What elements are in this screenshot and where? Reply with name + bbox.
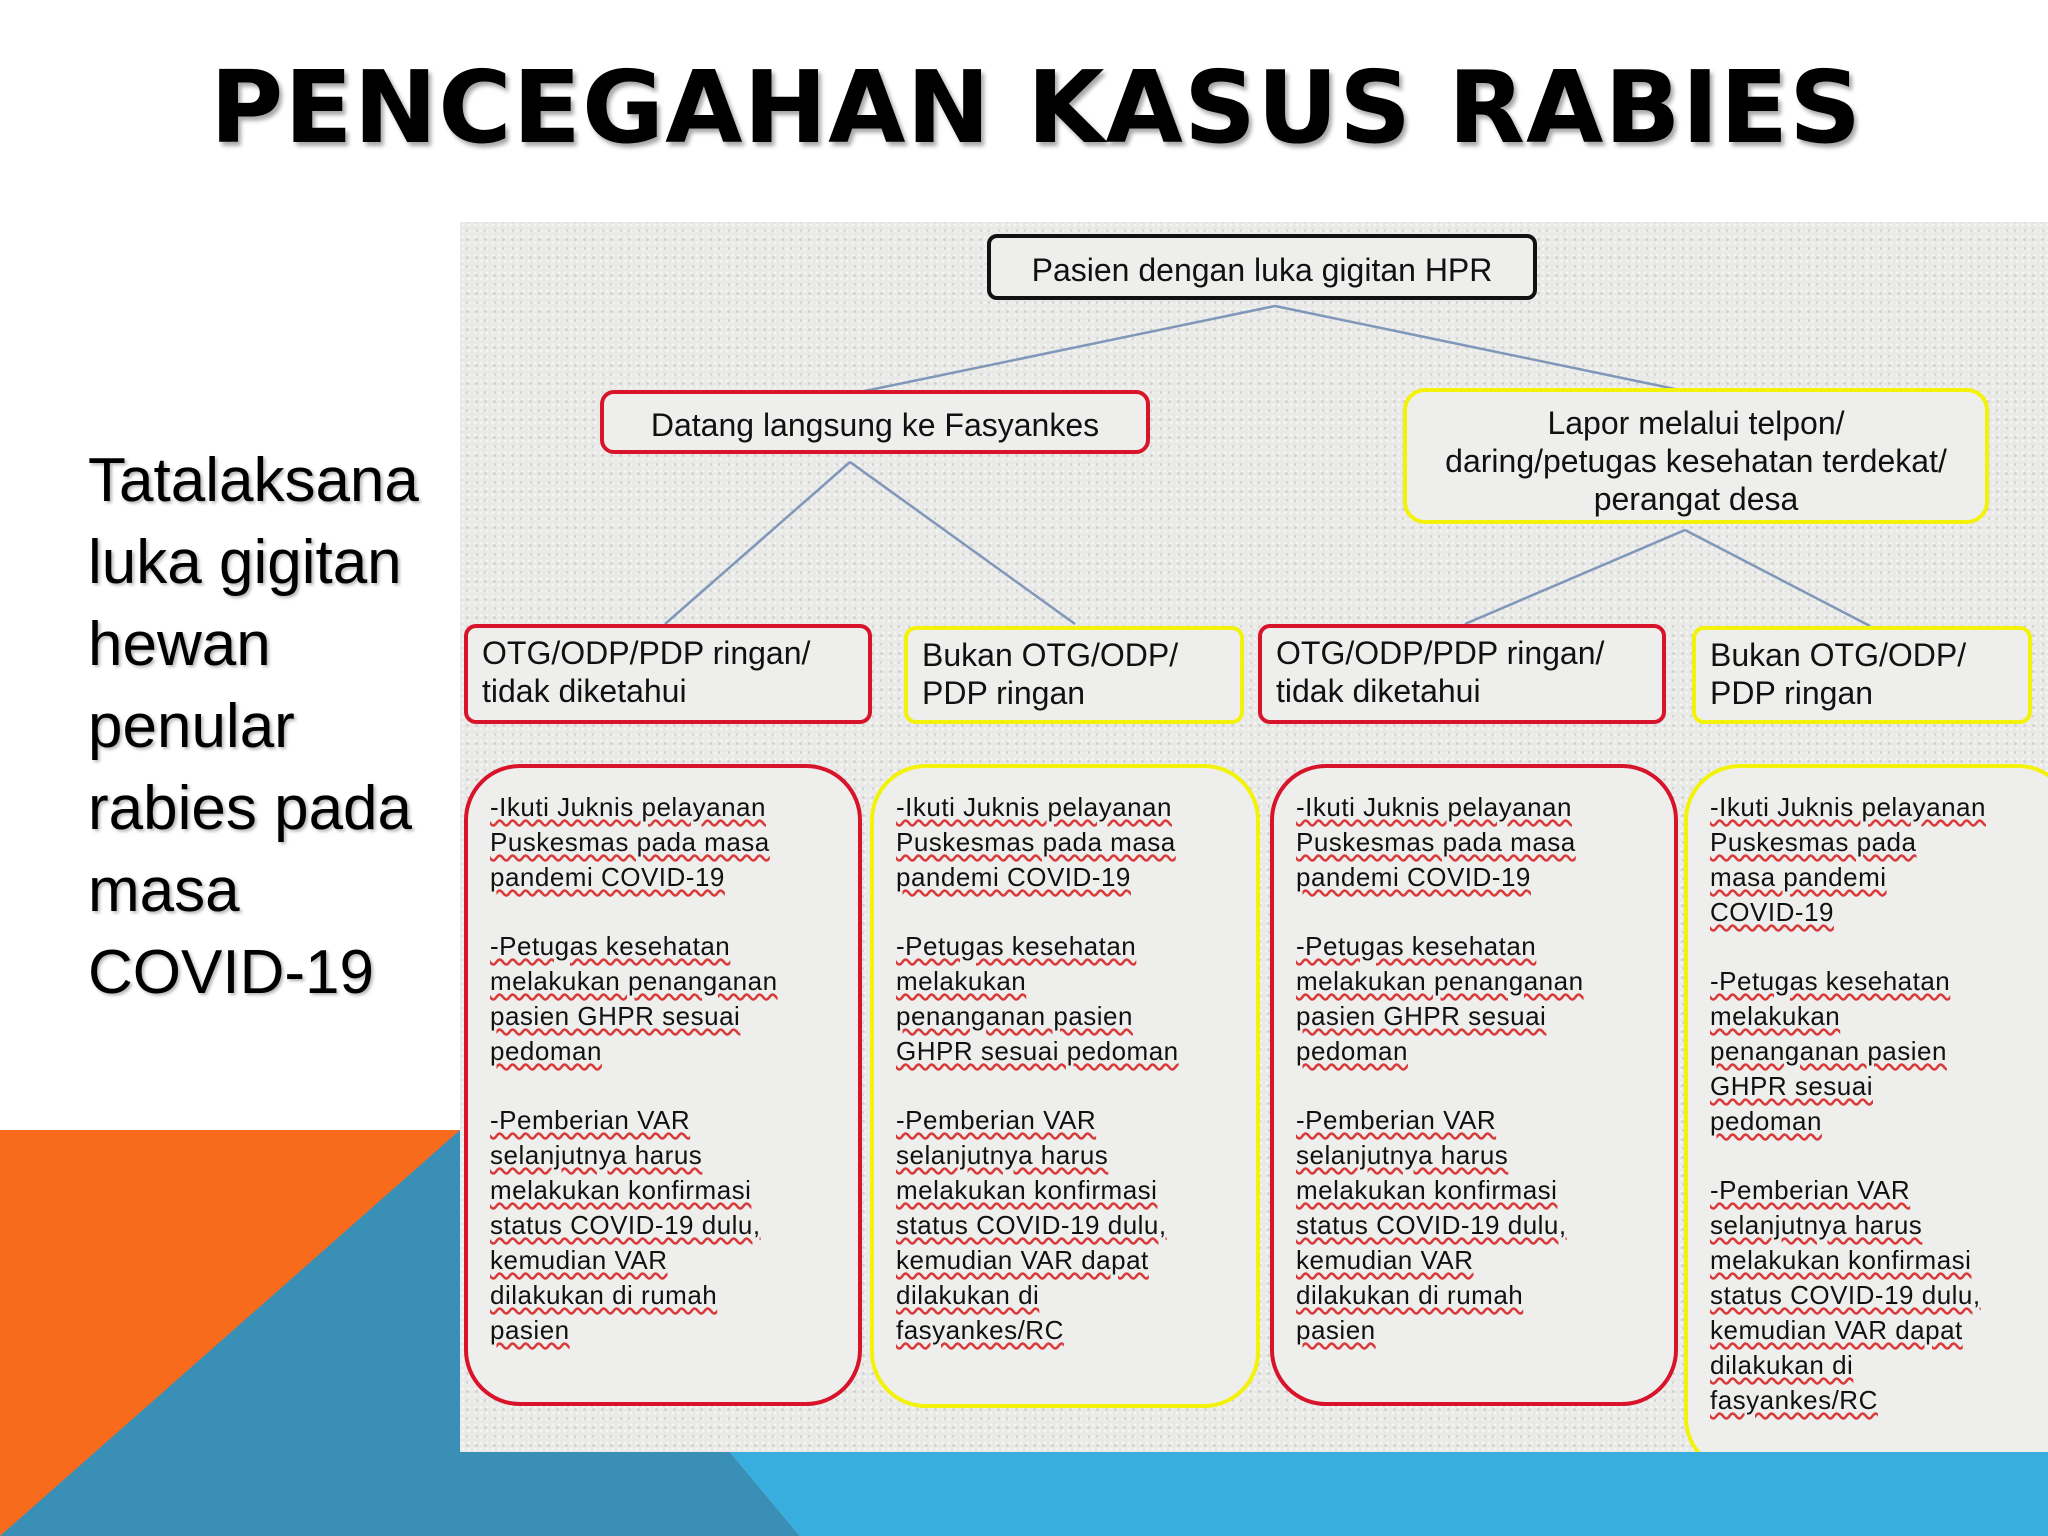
root-label: Pasien dengan luka gigitan HPR: [1031, 252, 1493, 288]
connector-left-a: [665, 462, 850, 624]
branch-direct-node: [600, 390, 1150, 454]
detail-node-4: [1684, 764, 2048, 1452]
detail-2-item-1: -Ikuti Juknis pelayanan Puskesmas pada masa pandemi COVID-19: [896, 792, 1176, 892]
detail-node-3: [1270, 764, 1678, 1406]
detail-4-item-3: -Pemberian VAR selanjutnya harus melakukan konfirmasi status COVID-19 dulu, kemudian VAR dapat dilakukan di fasyankes/RC: [1710, 1175, 1981, 1415]
condition-label-1: OTG/ODP/PDP ringan/ tidak diketahui: [482, 635, 811, 709]
detail-node-2: [870, 764, 1260, 1408]
branch-report-node: [1403, 388, 1989, 524]
detail-1-item-1: -Ikuti Juknis pelayanan Puskesmas pada masa pandemi COVID-19: [490, 792, 770, 892]
connector-root-right: [1275, 306, 1680, 390]
detail-3-item-1: -Ikuti Juknis pelayanan Puskesmas pada masa pandemi COVID-19: [1296, 792, 1576, 892]
condition-node-1: [464, 624, 872, 724]
detail-3-item-3: -Pemberian VAR selanjutnya harus melakukan konfirmasi status COVID-19 dulu, kemudian VAR dilakukan di rumah pasien: [1296, 1105, 1567, 1345]
connector-left-b: [850, 462, 1075, 624]
root-node: [987, 234, 1537, 300]
branch-report-label: Lapor melalui telpon/ daring/petugas kesehatan terdekat/ perangat desa: [1445, 405, 1947, 517]
side-description: Tatalaksana luka gigitan hewan penular rabies pada masa COVID-19: [88, 446, 419, 1007]
detail-3-item-2: -Petugas kesehatan melakukan penanganan pasien GHPR sesuai pedoman: [1296, 931, 1584, 1066]
connector-right-b: [1685, 530, 1870, 626]
detail-node-1: [464, 764, 862, 1406]
flowchart: [460, 222, 2048, 1452]
connector-root-left: [860, 306, 1275, 392]
connector-right-a: [1465, 530, 1685, 624]
detail-4-item-2: -Petugas kesehatan melakukan penanganan pasien GHPR sesuai pedoman: [1710, 966, 1951, 1136]
detail-2-item-3: -Pemberian VAR selanjutnya harus melakukan konfirmasi status COVID-19 dulu, kemudian VAR dapat dilakukan di fasyankes/RC: [896, 1105, 1167, 1345]
branch-direct-label: Datang langsung ke Fasyankes: [650, 407, 1100, 443]
detail-2-item-2: -Petugas kesehatan melakukan penanganan pasien GHPR sesuai pedoman: [896, 931, 1179, 1066]
condition-label-2: Bukan OTG/ODP/ PDP ringan: [922, 637, 1179, 711]
slide-title: PENCEGAHAN KASUS RABIES: [210, 49, 1863, 166]
blue-bottom-band: [730, 1452, 2048, 1536]
condition-label-3: OTG/ODP/PDP ringan/ tidak diketahui: [1276, 635, 1605, 709]
detail-4-item-1: -Ikuti Juknis pelayanan Puskesmas pada masa pandemi COVID-19: [1710, 792, 1986, 927]
detail-1-item-3: -Pemberian VAR selanjutnya harus melakukan konfirmasi status COVID-19 dulu, kemudian VAR dilakukan di rumah pasien: [490, 1105, 761, 1345]
condition-node-2: [904, 626, 1244, 724]
condition-node-3: [1258, 624, 1666, 724]
condition-node-4: [1692, 626, 2032, 724]
condition-label-4: Bukan OTG/ODP/ PDP ringan: [1710, 637, 1967, 711]
detail-1-item-2: -Petugas kesehatan melakukan penanganan pasien GHPR sesuai pedoman: [490, 931, 778, 1066]
